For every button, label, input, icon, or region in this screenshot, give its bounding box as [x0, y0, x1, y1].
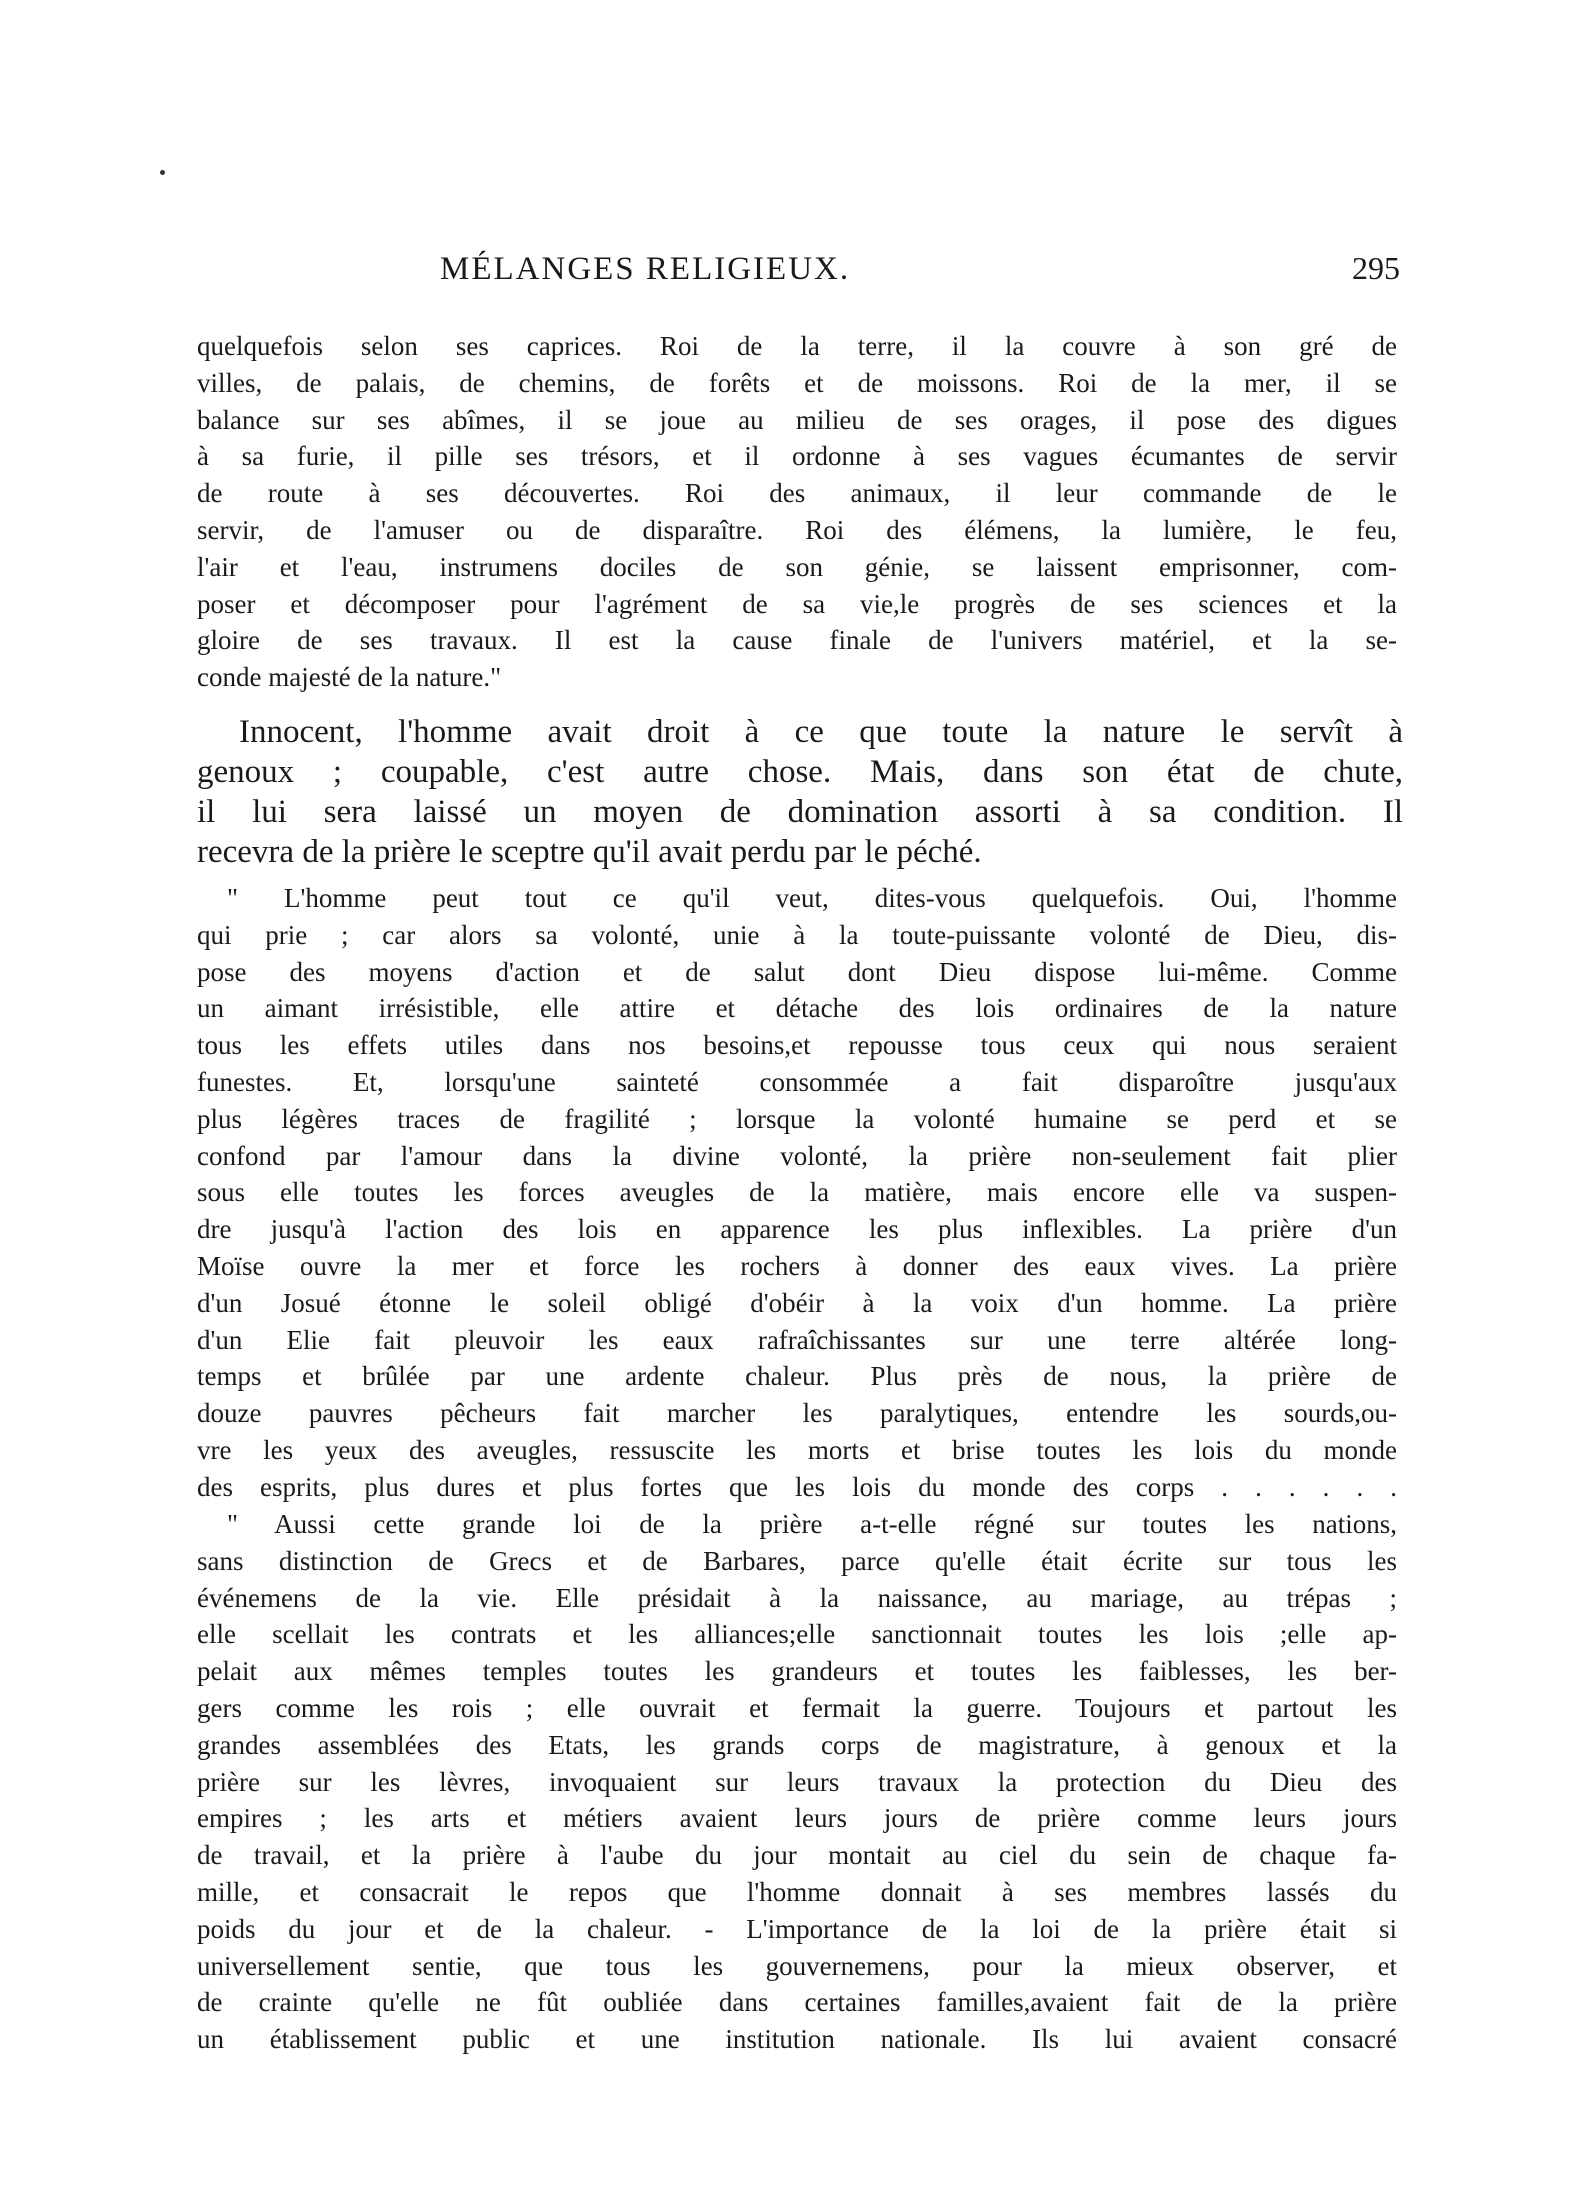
text-line: d'un Josué étonne le soleil obligé d'obéir à la voix d'un homme. La prière — [197, 1287, 1397, 1318]
text-line: de crainte qu'elle ne fût oubliée dans certaines familles,avaient fait de la prière — [197, 1987, 1397, 2018]
text-line: " Aussi cette grande loi de la prière a-t-elle régné sur toutes les nations, — [227, 1509, 1397, 1539]
text-line: servir, de l'amuser ou de disparaître. Roi des élémens, la lumière, le feu, — [197, 514, 1397, 545]
text-line: pose des moyens d'action et de salut dont Dieu dispose lui-même. Comme — [197, 956, 1397, 987]
running-header — [440, 250, 1400, 288]
text-line: temps et brûlée par une ardente chaleur. Plus près de nous, la prière de — [197, 1361, 1397, 1392]
page-number: 295 — [1352, 250, 1400, 286]
text-line: balance sur ses abîmes, il se joue au milieu de ses orages, il pose des digues — [197, 404, 1397, 435]
text-line: pelait aux mêmes temples toutes les grandeurs et toutes les faiblesses, les ber- — [197, 1656, 1397, 1687]
paragraph-main-text — [197, 712, 1403, 872]
paragraph-quote-prayer-law — [197, 1506, 1397, 2058]
text-line: " L'homme peut tout ce qu'il veut, dites-vous quelquefois. Oui, l'homme — [227, 883, 1397, 913]
text-line: de travail, et la prière à l'aube du jour montait au ciel du sein de chaque fa- — [197, 1840, 1397, 1871]
text-line: événemens de la vie. Elle présidait à la naissance, au mariage, au trépas ; — [197, 1582, 1397, 1613]
text-line: Moïse ouvre la mer et force les rochers à donner des eaux vives. La prière — [197, 1250, 1397, 1281]
text-line: grandes assemblées des Etats, les grands corps de magistrature, à genoux et la — [197, 1729, 1397, 1760]
text-line: dre jusqu'à l'action des lois en apparence les plus inflexibles. La prière d'un — [197, 1214, 1397, 1245]
text-line: empires ; les arts et métiers avaient leurs jours de prière comme leurs jours — [197, 1803, 1397, 1834]
text-line: genoux ; coupable, c'est autre chose. Mais, dans son état de chute, — [197, 754, 1403, 790]
text-line: gers comme les rois ; elle ouvrait et fermait la guerre. Toujours et partout les — [197, 1692, 1397, 1723]
text-line: villes, de palais, de chemins, de forêts et de moissons. Roi de la mer, il se — [197, 367, 1397, 398]
paragraph-quote-ending — [197, 328, 1397, 696]
text-line: l'air et l'eau, instrumens dociles de son génie, se laissent emprisonner, com- — [197, 551, 1397, 582]
text-line: de route à ses découvertes. Roi des animaux, il leur commande de le — [197, 478, 1397, 509]
text-line: plus légères traces de fragilité ; lorsque la volonté humaine se perd et se — [197, 1103, 1397, 1134]
text-line: recevra de la prière le sceptre qu'il avait perdu par le péché. — [197, 834, 982, 870]
text-line: Innocent, l'homme avait droit à ce que toute la nature le servît à — [239, 714, 1403, 750]
page-speck — [160, 170, 165, 175]
text-line: universellement sentie, que tous les gouvernemens, pour la mieux observer, et — [197, 1950, 1397, 1981]
text-line: funestes. Et, lorsqu'une sainteté consommée a fait disparoître jusqu'aux — [197, 1066, 1397, 1097]
text-line: conde majesté de la nature." — [197, 662, 502, 693]
text-line: vre les yeux des aveugles, ressuscite les morts et brise toutes les lois du monde — [197, 1434, 1397, 1465]
text-line: prière sur les lèvres, invoquaient sur leurs travaux la protection du Dieu des — [197, 1766, 1397, 1797]
text-line: tous les effets utiles dans nos besoins,et repousse tous ceux qui nous seraient — [197, 1030, 1397, 1061]
text-line: mille, et consacrait le repos que l'homme donnait à ses membres lassés du — [197, 1876, 1397, 1907]
text-line: qui prie ; car alors sa volonté, unie à la toute-puissante volonté de Dieu, dis- — [197, 919, 1397, 950]
text-line: gloire de ses travaux. Il est la cause finale de l'univers matériel, et la se- — [197, 625, 1397, 656]
text-line: sans distinction de Grecs et de Barbares, parce qu'elle était écrite sur tous les — [197, 1545, 1397, 1576]
text-line: un établissement public et une institution nationale. Ils lui avaient consacré — [197, 2024, 1397, 2055]
text-line: il lui sera laissé un moyen de domination assorti à sa condition. Il — [197, 794, 1403, 830]
text-line: confond par l'amour dans la divine volonté, la prière non-seulement fait plier — [197, 1140, 1397, 1171]
running-title: MÉLANGES RELIGIEUX. — [440, 251, 851, 287]
text-line: poser et décomposer pour l'agrément de sa vie,le progrès de ses sciences et la — [197, 588, 1397, 619]
text-line: poids du jour et de la chaleur. - L'importance de la loi de la prière était si — [197, 1913, 1397, 1944]
text-line: des esprits, plus dures et plus fortes que les lois du monde des corps . . . . . . — [197, 1471, 1397, 1502]
text-line: un aimant irrésistible, elle attire et détache des lois ordinaires de la nature — [197, 993, 1397, 1024]
text-line: à sa furie, il pille ses trésors, et il ordonne à ses vagues écumantes de servir — [197, 441, 1397, 472]
text-line: elle scellait les contrats et les alliances;elle sanctionnait toutes les lois ;elle ap- — [197, 1619, 1397, 1650]
text-line: sous elle toutes les forces aveugles de la matière, mais encore elle va suspen- — [197, 1177, 1397, 1208]
text-line: douze pauvres pêcheurs fait marcher les paralytiques, entendre les sourds,ou- — [197, 1398, 1397, 1429]
text-line: d'un Elie fait pleuvoir les eaux rafraîchissantes sur une terre altérée long- — [197, 1324, 1397, 1355]
paragraph-quote-prayer-power — [197, 880, 1397, 1506]
text-line: quelquefois selon ses caprices. Roi de la terre, il la couvre à son gré de — [197, 331, 1397, 361]
